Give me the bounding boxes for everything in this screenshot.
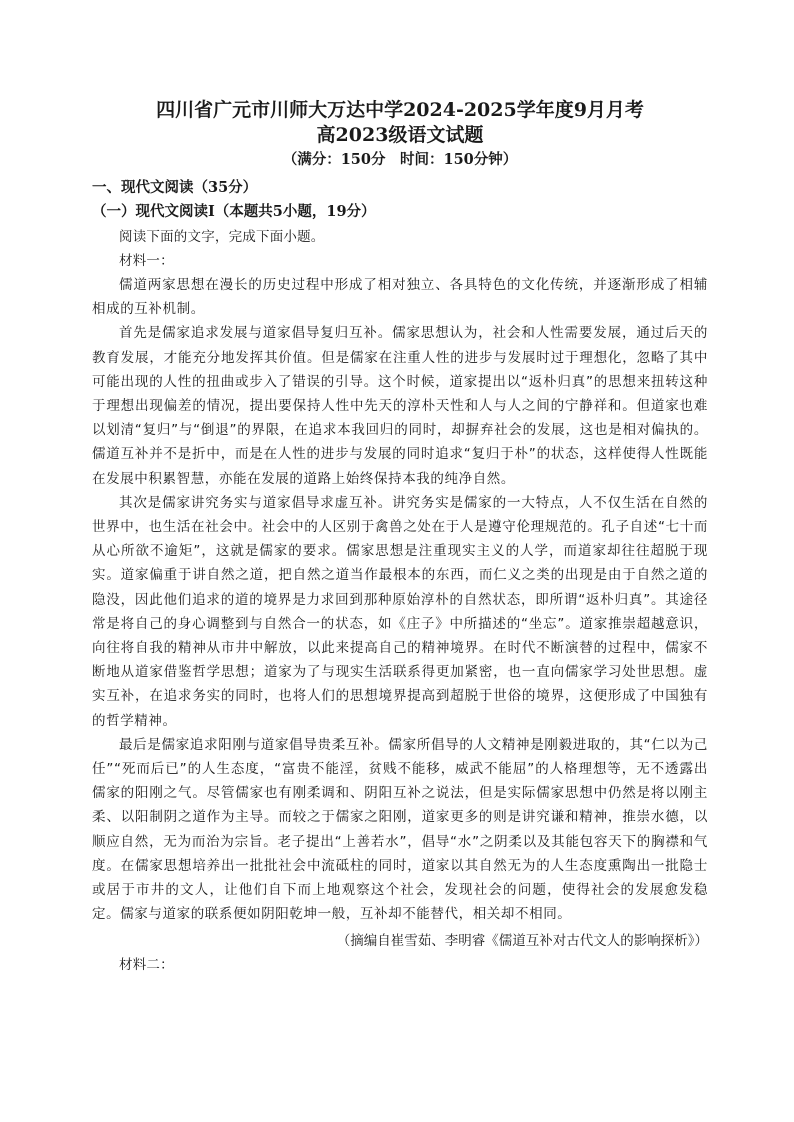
reading-instruction: 阅读下面的文字，完成下面小题。 <box>119 229 325 245</box>
body-paragraph: 其次是儒家讲究务实与道家倡导求虚互补。讲究务实是儒家的一大特点，人不仅生活在自然的世界中，也生活在社会中。社会中的人区别于禽兽之处在于人是遵守伦理规范的。孔子自述“七十而从心所欲不逾矩”，这就是儒家的要求。儒家思想是注重现实主义的人学，而道家却往往超脱于现实。道家偏重于讲自然之道，把自然之道当作最根本的东西，而仁义之类的出现是由于自然之道的隐没，因此他们追求的道的境界是力求回到那种原始淳朴的自然状态，即所谓“返朴归真”。其途径常是将自己的身心调整到与自然合一的状态，如《庄子》中所描述的“坐忘”。道家推崇超越意识，向往将自我的精神从市井中解放，以此来提高自己的精神境界。在时代不断演替的过程中，儒家不断地从道家借鉴哲学思想；道家为了与现实生活联系得更加紧密，也一直向儒家学习处世思想。虚实互补，在追求务实的同时，也将人们的思想境界提高到超脱于世俗的境界，这便形成了中国独有的哲学精神。 <box>92 494 708 729</box>
source-citation: （摘编自崔雪茹、李明睿《儒道互补对古代文人的影响探析》） <box>336 933 708 950</box>
exam-subtitle: 高2023级语文试题 <box>316 124 484 146</box>
body-paragraph: 儒道两家思想在漫长的历史过程中形成了相对独立、各具特色的文化传统，并逐渐形成了相辅相成的互补机制。 <box>92 277 708 318</box>
score-time-info: （满分：150分 时间：150分钟） <box>282 151 518 168</box>
body-paragraph: 最后是儒家追求阳刚与道家倡导贵柔互补。儒家所倡导的人文精神是刚毅进取的，其“仁以为己任”“死而后已”的人生态度，“富贵不能淫，贫贱不能移，威武不能屈”的人格理想等，无不透露出儒家的阳刚之气。尽管儒家也有刚柔调和、阴阳互补之说法，但是实际儒家思想中仍然是将以刚主柔、以阳制阴之道作为主导。而较之于儒家之阳刚，道家更多的则是讲究谦和精神，推崇水德，以顺应自然，无为而治为宗旨。老子提出“上善若水”，倡导“水”之阴柔以及其能包容天下的胸襟和气度。在儒家思想培养出一批批社会中流砥柱的同时，道家以其自然无为的人生态度熏陶出一批隐士或居于市井的文人，让他们自下而上地观察这个社会，发现社会的问题，使得社会的发展愈发稳定。儒家与道家的联系便如阴阳乾坤一般，互补却不能替代，相关却不相同。 <box>92 736 708 923</box>
section-heading: 一、现代文阅读（35分） <box>92 179 258 196</box>
material-label: 材料一： <box>119 252 174 269</box>
material-label: 材料二： <box>119 957 174 974</box>
exam-title: 四川省广元市川师大万达中学2024-2025学年度9月月考 <box>156 99 644 121</box>
subsection-heading: （一）现代文阅读Ⅰ（本题共5小题，19分） <box>92 203 376 220</box>
body-paragraph: 首先是儒家追求发展与道家倡导复归互补。儒家思想认为，社会和人性需要发展，通过后天的教育发展，才能充分地发挥其价值。但是儒家在注重人性的进步与发展时过于理想化，忽略了其中可能出现的人性的扭曲或步入了错误的引导。这个时候，道家提出以“返朴归真”的思想来扭转这种于理想出现偏差的情况，提出要保持人性中先天的淳朴天性和人与人之间的宁静祥和。但道家也难以划清“复归”与“倒退”的界限，在追求本我回归的同时，却摒弃社会的发展，这也是相对偏执的。儒道互补并不是折中，而是在人性的进步与发展的同时追求“复归于朴”的状态，这样使得人性既能在发展中积累智慧，亦能在发展的道路上始终保持本我的纯净自然。 <box>92 325 708 487</box>
